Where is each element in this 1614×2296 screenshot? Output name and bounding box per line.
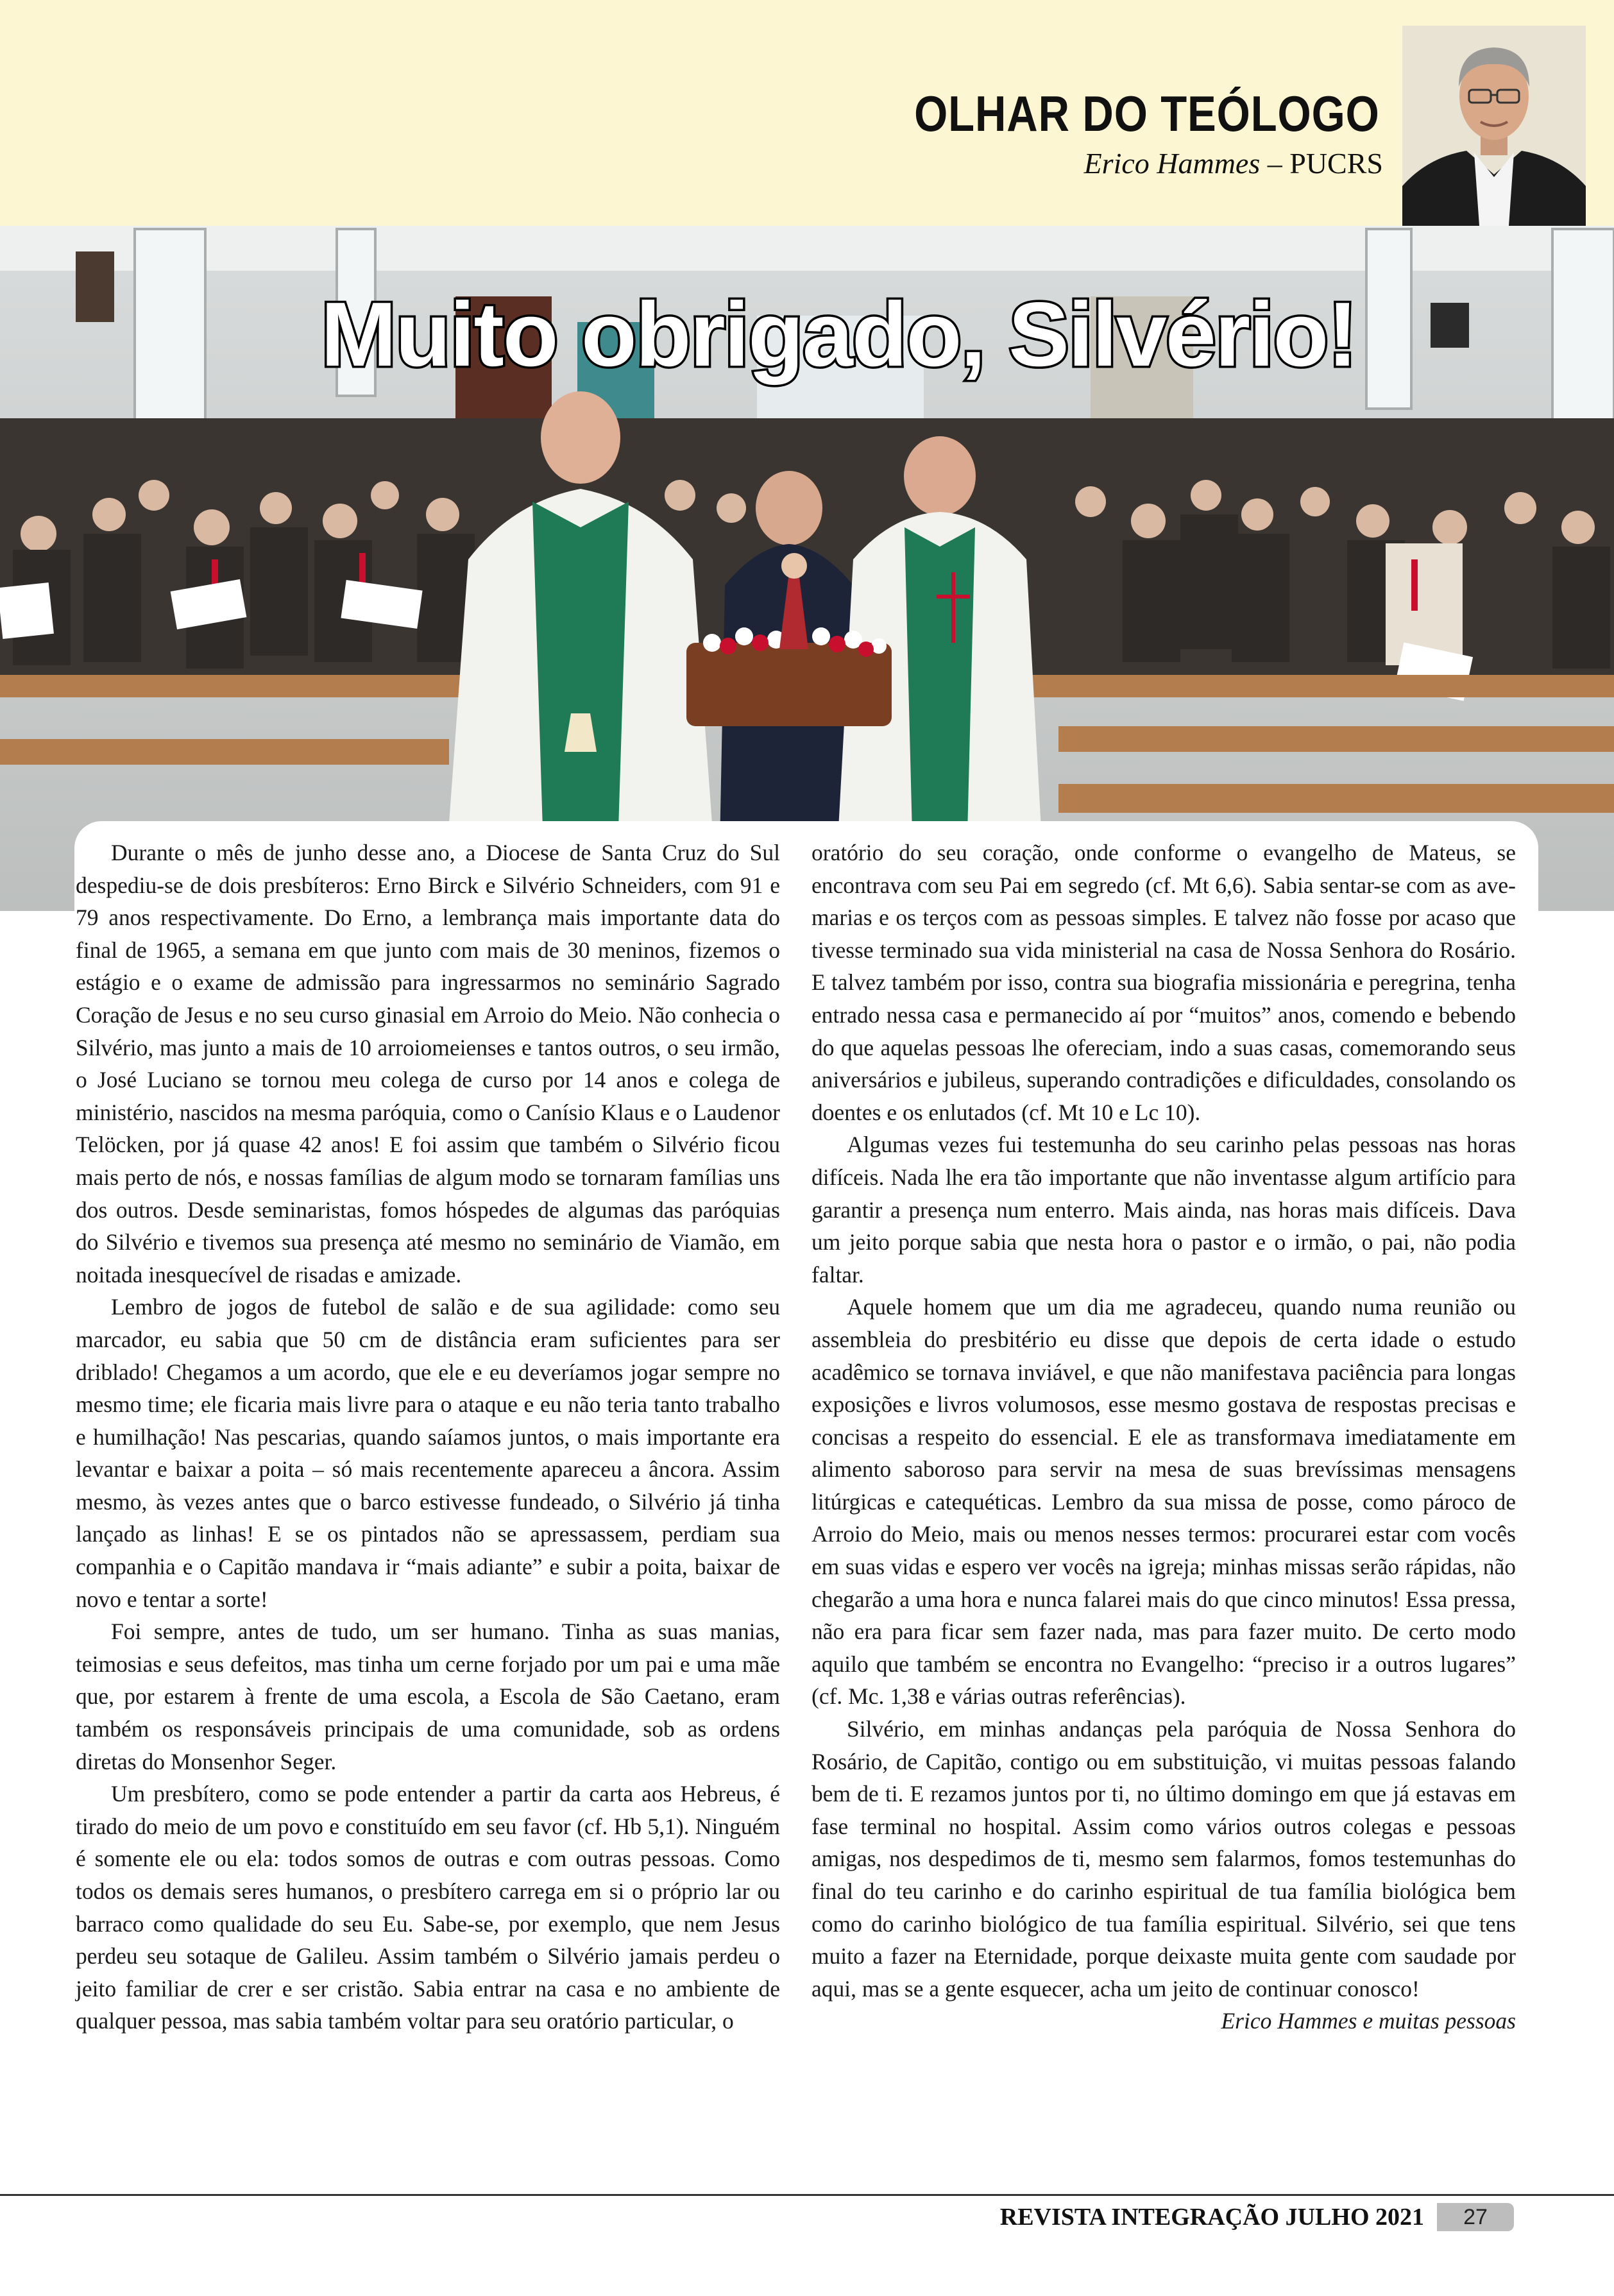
article-signature: Erico Hammes e muitas pessoas bbox=[1221, 2008, 1516, 2034]
article-paragraph: Lembro de jogos de futebol de salão e de sua agilidade: como seu marcador, eu sabia que 50 cm de distância eram suficientes para ser driblado! Chegamos a um acordo, que ele e eu deveríamos jogar sempre no mesmo time; ele ficaria mais livre para o ataque e eu não teria tanto trabalho e humilhação! Nas pescarias, quando saíamos juntos, o mais importante era levantar e baixar a poita – só mais recentemente apareceu a âncora. Assim mesmo, às vezes antes que o barco estivesse fundeado, o Silvério já tinha lançado as linhas! E se os pintados não se apressassem, perdiam sua companhia e o Capitão mandava ir “mais adiante” e subir a poita, baixar de novo e tentar a sorte! bbox=[76, 1294, 780, 1612]
footer-rule bbox=[0, 2194, 1614, 2196]
author-line bbox=[1084, 146, 1383, 180]
article-paragraph: Foi sempre, antes de tudo, um ser humano. Tinha as suas manias, teimosias e seus defeitos, mas tinha um cerne forjado por um pai e uma mãe que, por estarem à frente de uma escola, a Escola de São Caetano, eram também os responsáveis principais de uma comunidade, sob as ordens diretas do Monsenhor Seger. bbox=[76, 1619, 780, 1774]
article-column-left bbox=[76, 837, 780, 2037]
article-paragraph-continued: oratório do seu coração, onde conforme o evangelho de Mateus, se encontrava com seu Pai em segredo (cf. Mt 6,6). Sabia sentar-se com as ave-marias e os terços com as pessoas simples. E talvez não fosse por acaso que tivesse terminado sua vida ministerial na casa de Nossa Senhora do Rosário. E talvez também por isso, contra sua biografia missionária e peregrina, tenha entrado nessa casa e permanecido aí por “muitos” anos, comendo e bebendo do que aquelas pessoas lhe ofereciam, indo a suas casas, comemorando seus aniversários e jubileus, superando contradições e dificuldades, consolando os doentes e os enlutados (cf. Mt 10 e Lc 10). bbox=[811, 840, 1516, 1125]
author-portrait bbox=[1402, 26, 1586, 226]
article-paragraph: Silvério, em minhas andanças pela paróquia de Nossa Senhora do Rosário, de Capitão, contigo ou em substituição, vi muitas pessoas falando bem de ti. E rezamos juntos por ti, no último domingo em que já estavas em fase terminal no hospital. Assim como vários outros colegas e pessoas amigas, nos despedimos de ti, mesmo sem falarmos, fomos testemunhas do final do teu carinho e do carinho espiritual de tua família biológica bem como do carinho biológico de tua família espiritual. Silvério, sei que tens muito a fazer na Eternidade, porque deixaste muita gente com saudade por aqui, mas se a gente esquecer, acha um jeito de continuar conosco! bbox=[811, 1716, 1516, 2002]
article-paragraph: Aquele homem que um dia me agradeceu, quando numa reunião ou assembleia do presbitério eu disse que depois de certa idade o estudo acadêmico se tornava inviável, e que não manifestava paciência para longas exposições e livros volumosos, esse mesmo gostava de respostas precisas e concisas a respeito do essencial. E ele as transformava imediatamente em alimento saboroso para servir na mesa de suas brevíssimas mensagens litúrgicas e catequéticas. Lembro da sua missa de posse, como pároco de Arroio do Meio, mais ou menos nesses termos: procurarei estar com vocês em suas vidas e espero ver vocês na igreja; minhas missas serão rápidas, não chegarão a uma hora e nunca falarei mais do que cinco minutos! Essa pressa, não era para ficar sem fazer nada, mas para fazer muito. De certo modo aquilo que também se encontra no Evangelho: “preciso ir a outros lugares” (cf. Mc. 1,38 e várias outras referências). bbox=[811, 1294, 1516, 1710]
author-affiliation: – PUCRS bbox=[1260, 147, 1383, 180]
footer-publication: REVISTA INTEGRAÇÃO JULHO 2021 bbox=[999, 2204, 1424, 2231]
article-headline: Muito obrigado, Silvério! bbox=[321, 284, 1357, 386]
page-number: 27 bbox=[1437, 2203, 1514, 2231]
article-paragraph: Durante o mês de junho desse ano, a Diocese de Santa Cruz do Sul despediu-se de dois presbíteros: Erno Birck e Silvério Schneiders, com 91 e 79 anos respectivamente. Do Erno, a lembrança mais importante data do final de 1965, a semana em que junto com mais de 30 meninos, fizemos o estágio e o exame de admissão para ingressarmos no seminário Sagrado Coração de Jesus e no seu curso ginasial em Arroio do Meio. Não conhecia o Silvério, mas junto a mais de 10 arroiomeienses e tantos outros, o seu irmão, o José Luciano se tornou meu colega de curso por 14 anos e colega de ministério, nascidos na mesma paróquia, como o Canísio Klaus e o Laudenor Telöcken, por já quase 42 anos! E foi assim que também o Silvério ficou mais perto de nós, e nossas famílias de algum modo se tornaram famílias uns dos outros. Desde seminaristas, fomos hóspedes de algumas das paróquias do Silvério e tivemos sua presença até mesmo no seminário de Viamão, em noitada inesquecível de risadas e amizade. bbox=[76, 840, 780, 1288]
author-name: Erico Hammes bbox=[1083, 147, 1261, 180]
article-column-right bbox=[811, 837, 1516, 2037]
article-paragraph: Algumas vezes fui testemunha do seu carinho pelas pessoas nas horas difíceis. Nada lhe era tão importante que não inventasse algum artifício para garantir a presença num enterro. Mais ainda, nas horas mais difíceis. Dava um jeito porque sabia que nesta hora o pastor e o irmão, o pai, não podia faltar. bbox=[811, 1132, 1516, 1288]
column-name: OLHAR DO TEÓLOGO bbox=[914, 85, 1380, 142]
article-paragraph: Um presbítero, como se pode entender a partir da carta aos Hebreus, é tirado do meio de um povo e constituído em seu favor (cf. Hb 5,1). Ninguém é somente ele ou ela: todos somos de outras e com outras pessoas. Como todos os demais seres humanos, o presbítero carrega em si o próprio lar ou barraco como qualidade do seu Eu. Sabe-se, por exemplo, que nem Jesus perdeu seu sotaque de Galileu. Assim também o Silvério jamais perdeu o jeito familiar de crer e ser cristão. Sabia entrar na casa e no ambiente de qualquer pessoa, mas sabia também voltar para seu oratório particular, o bbox=[76, 1781, 780, 2034]
